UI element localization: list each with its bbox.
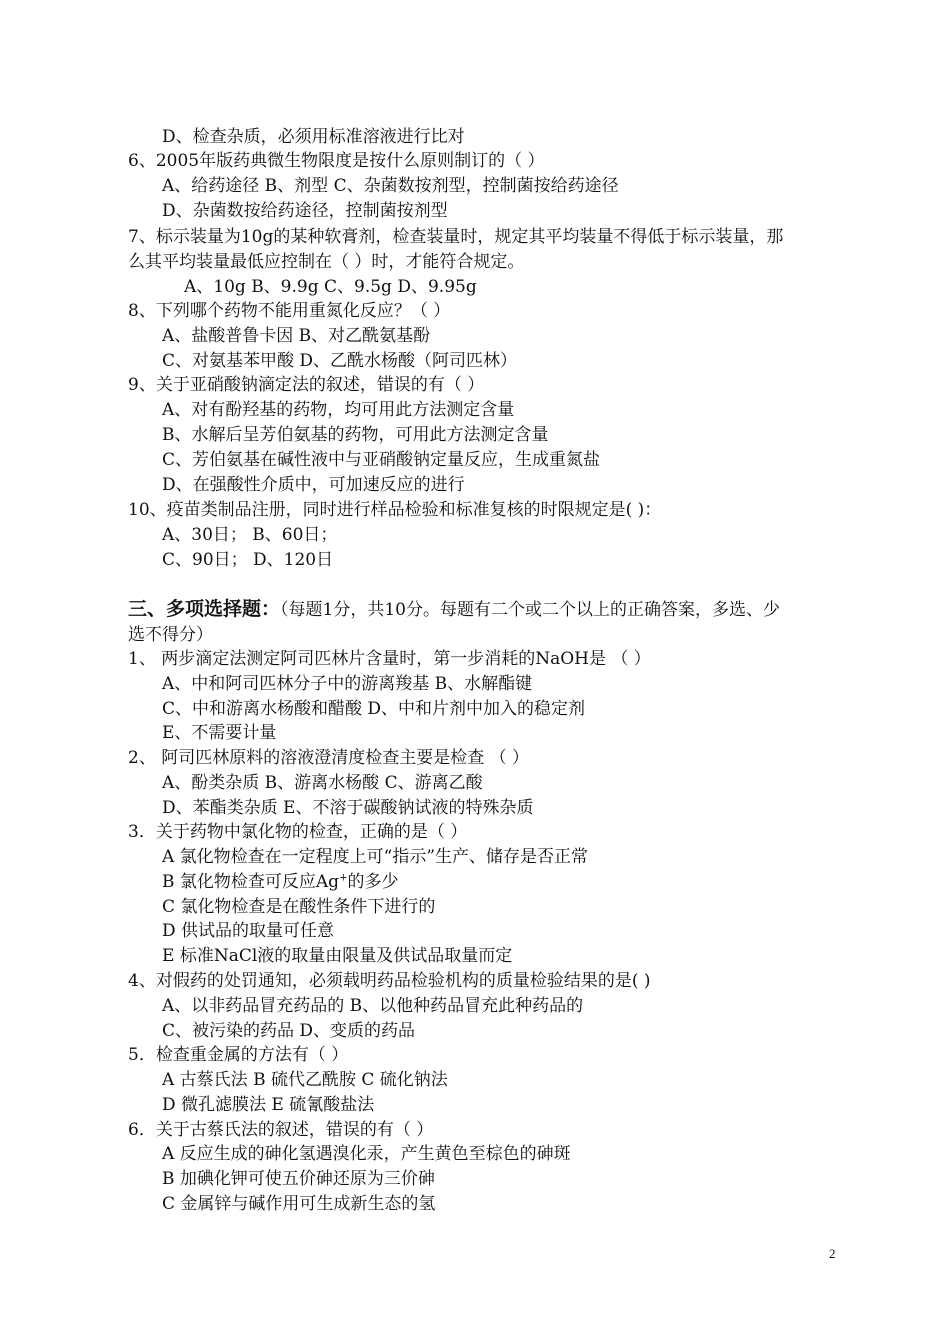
section-title: 三、多项选择题：: [128, 598, 281, 620]
text-line: C、被污染的药品 D、变质的药品: [162, 1021, 416, 1041]
text-line: A、10g B、9.9g C、9.5g D、9.95g: [184, 277, 477, 297]
text-line: 10、疫苗类制品注册，同时进行样品检验和标准复核的时限规定是( )：: [128, 500, 662, 520]
text-line: A、以非药品冒充药品的 B、以他种药品冒充此种药品的: [162, 996, 584, 1016]
text-line: 5．检查重金属的方法有（ ）: [128, 1045, 349, 1065]
text-line: 3．关于药物中氯化物的检查，正确的是（ ）: [128, 822, 468, 842]
text-line: C、对氨基苯甲酸 D、乙酰水杨酸（阿司匹林）: [162, 351, 518, 371]
text-line: A、给药途径 B、剂型 C、杂菌数按剂型，控制菌按给药途径: [162, 176, 619, 196]
text-line: 6．关于古蔡氏法的叙述，错误的有（ ）: [128, 1120, 434, 1140]
text-line: C 金属锌与碱作用可生成新生态的氢: [162, 1194, 436, 1214]
text-line: E、不需要计量: [162, 723, 277, 743]
text-line: A 氯化物检查在一定程度上可“指示”生产、储存是否正常: [162, 847, 589, 867]
option-text: B 氯化物检查可反应Ag: [162, 872, 340, 892]
text-line: 2、 阿司匹林原料的溶液澄清度检查主要是检查 （ ）: [128, 748, 530, 768]
text-line: A 古蔡氏法 B 硫代乙酰胺 C 硫化钠法: [162, 1070, 448, 1090]
text-line: D、检查杂质，必须用标准溶液进行比对: [162, 127, 465, 147]
text-line: 么其平均装量最低应控制在（ ）时，才能符合规定。: [128, 252, 525, 272]
section-note: （每题1分，共10分。每题有二个或二个以上的正确答案，多选、少: [280, 600, 780, 620]
text-line: D 微孔滤膜法 E 硫氰酸盐法: [162, 1095, 375, 1115]
text-line: B、水解后呈芳伯氨基的药物，可用此方法测定含量: [162, 425, 549, 445]
page-number: 2: [829, 1246, 836, 1261]
text-line: A、30日； B、60日；: [162, 525, 338, 545]
text-line: D、杂菌数按给药途径，控制菌按剂型: [162, 201, 448, 221]
text-line: A、对有酚羟基的药物，均可用此方法测定含量: [162, 400, 515, 420]
text-line: B 加碘化钾可使五价砷还原为三价砷: [162, 1169, 435, 1189]
text-line: 7、标示装量为10g的某种软膏剂，检查装量时，规定其平均装量不得低于标示装量，那: [128, 227, 784, 247]
question-3-option-b: [162, 871, 398, 893]
text-line: C、芳伯氨基在碱性液中与亚硝酸钠定量反应，生成重氮盐: [162, 450, 601, 470]
text-line: 选不得分）: [128, 625, 213, 645]
text-line: A、中和阿司匹林分子中的游离羧基 B、水解酯键: [162, 674, 533, 694]
text-line: 1、 两步滴定法测定阿司匹林片含量时，第一步消耗的NaOH是 （ ）: [128, 649, 651, 669]
text-line: 8、下列哪个药物不能用重氮化反应？（ ）: [128, 301, 451, 321]
superscript-plus: +: [339, 872, 348, 884]
text-line: D、在强酸性介质中，可加速反应的进行: [162, 475, 465, 495]
text-line: A、酚类杂质 B、游离水杨酸 C、游离乙酸: [162, 773, 483, 793]
text-line: D 供试品的取量可任意: [162, 921, 335, 941]
section-heading: [128, 598, 780, 621]
text-line: A 反应生成的砷化氢遇溴化汞，产生黄色至棕色的砷斑: [162, 1144, 571, 1164]
text-line: C、中和游离水杨酸和醋酸 D、中和片剂中加入的稳定剂: [162, 699, 586, 719]
text-line: 4、对假药的处罚通知，必须载明药品检验机构的质量检验结果的是( ): [128, 971, 651, 991]
text-line: A、盐酸普鲁卡因 B、对乙酰氨基酚: [162, 326, 431, 346]
text-line: E 标准NaCl液的取量由限量及供试品取量而定: [162, 946, 513, 966]
text-line: D、苯酯类杂质 E、不溶于碳酸钠试液的特殊杂质: [162, 798, 534, 818]
text-line: 9、关于亚硝酸钠滴定法的叙述，错误的有（ ）: [128, 375, 485, 395]
text-line: 6、2005年版药典微生物限度是按什么原则制订的（ ）: [128, 151, 545, 171]
option-text-suffix: 的多少: [347, 872, 399, 892]
text-line: C 氯化物检查是在酸性条件下进行的: [162, 897, 436, 917]
text-line: C、90日； D、120日: [162, 550, 334, 570]
